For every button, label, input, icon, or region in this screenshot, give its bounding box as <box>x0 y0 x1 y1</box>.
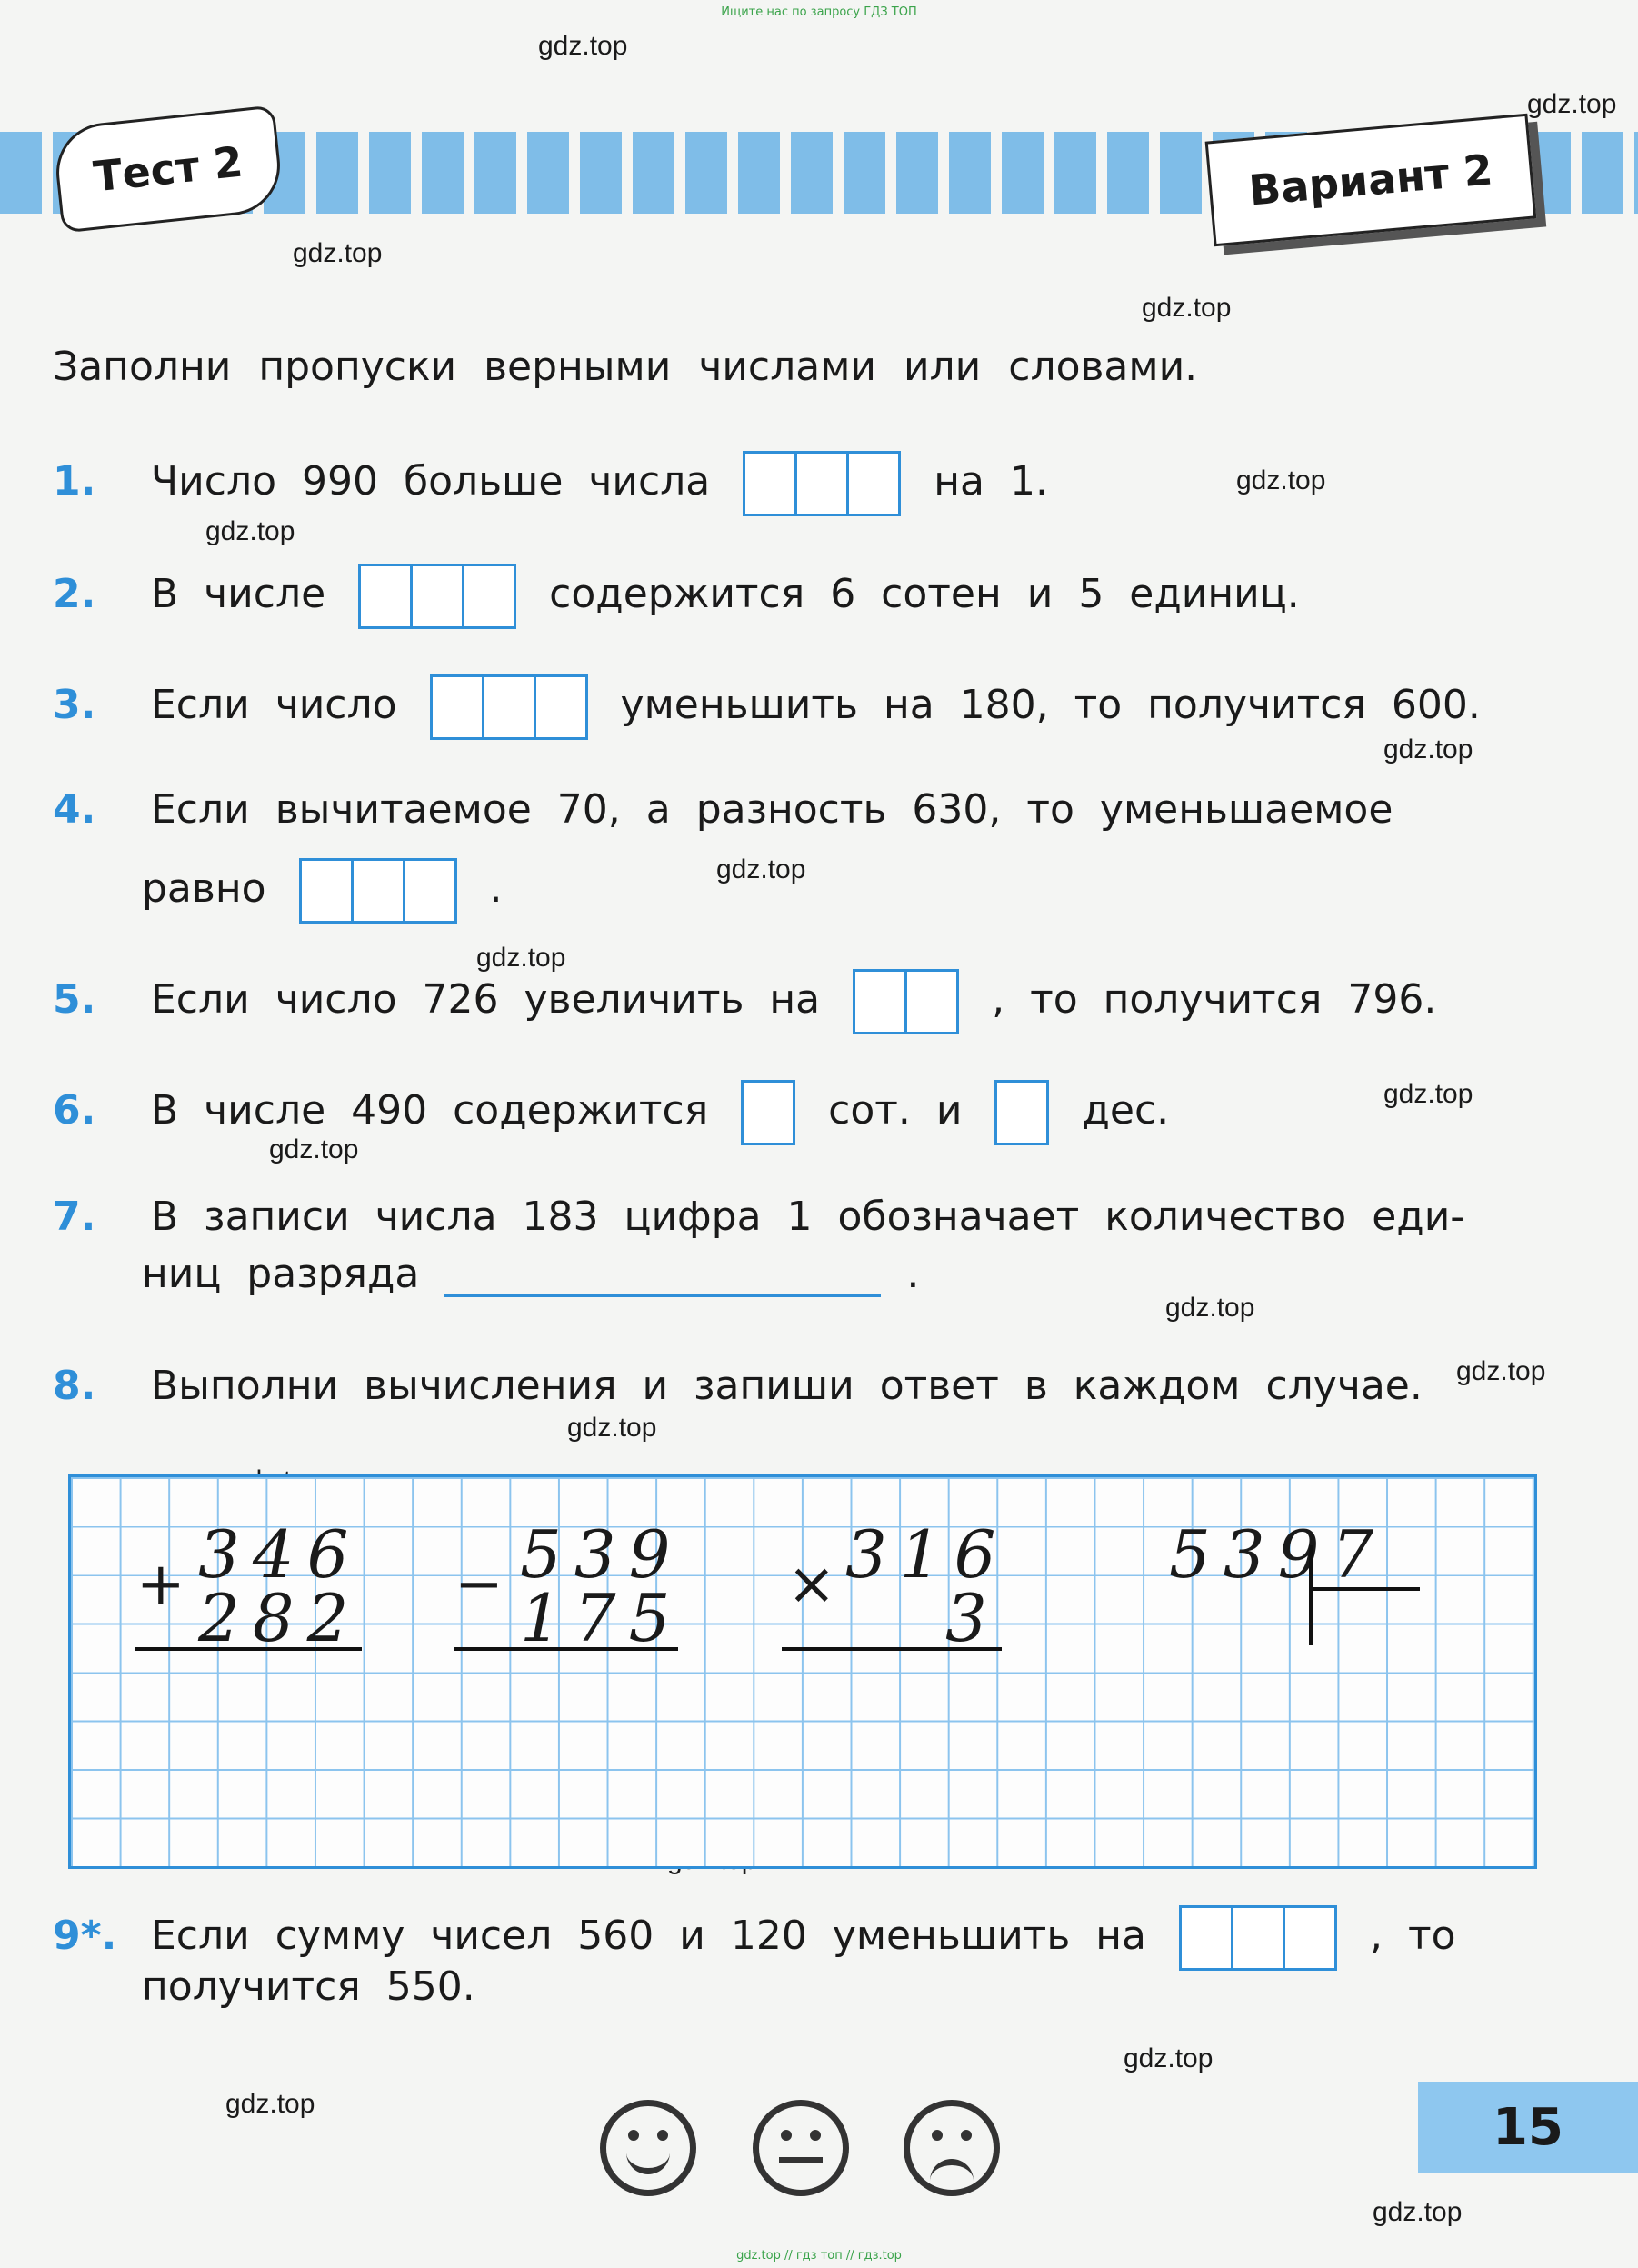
watermark: gdz.top <box>716 854 806 884</box>
calc-3-bottom: 3 <box>945 1580 1000 1656</box>
watermark: gdz.top <box>1236 465 1326 495</box>
calc-2-line <box>454 1647 678 1651</box>
answer-box[interactable] <box>299 858 457 924</box>
watermark: gdz.top <box>269 1134 359 1164</box>
task-3: 3. Если число уменьшить на 180, то получится 600. <box>53 674 1481 740</box>
watermark: gdz.top <box>1456 1356 1546 1386</box>
watermark: gdz.top <box>476 943 566 973</box>
variant-badge: Вариант 2 <box>1205 114 1537 247</box>
smiley-happy-icon[interactable] <box>600 2100 696 2196</box>
answer-box[interactable] <box>430 674 588 740</box>
task-8: 8. Выполни вычисления и запиши ответ в каждом случае. <box>53 1363 1423 1409</box>
bottom-note: gdz.top // гдз топ // гдз.top <box>736 2249 902 2263</box>
instructions: Заполни пропуски верными числами или словами. <box>53 344 1198 390</box>
answer-box-hundreds[interactable] <box>741 1080 795 1145</box>
task-7: 7. В записи числа 183 цифра 1 обозначает количество еди- <box>53 1194 1465 1240</box>
task-6: 6. В числе 490 содержится сот. и дес. <box>53 1080 1169 1145</box>
answer-box[interactable] <box>358 564 516 629</box>
watermark: gdz.top <box>225 2089 315 2119</box>
smiley-sad-icon[interactable] <box>904 2100 1000 2196</box>
watermark: gdz.top <box>293 238 383 268</box>
calc-3-line <box>782 1647 1002 1651</box>
answer-box[interactable] <box>743 451 901 516</box>
test-badge: Тест 2 <box>52 105 285 233</box>
division-bar <box>1309 1587 1420 1591</box>
watermark: gdz.top <box>1373 2197 1463 2227</box>
task-7-continuation: ниц разряда . <box>142 1251 920 1297</box>
calc-3-top: 316 <box>845 1516 1009 1593</box>
plus-sign: + <box>136 1551 185 1618</box>
minus-sign: − <box>454 1551 504 1618</box>
task-5: 5. Если число 726 увеличить на , то получится 796. <box>53 969 1436 1034</box>
watermark: gdz.top <box>1165 1293 1255 1323</box>
calc-4-dividend: 5397 <box>1169 1516 1387 1593</box>
watermark: gdz.top <box>1383 734 1473 764</box>
calc-1-top: 346 <box>198 1516 362 1593</box>
answer-line[interactable] <box>444 1258 881 1297</box>
task-9: 9*. Если сумму чисел 560 и 120 уменьшить на , то <box>53 1905 1456 1971</box>
task-4: 4. Если вычитаемое 70, а разность 630, то уменьшаемое <box>53 786 1393 833</box>
multiply-sign: × <box>787 1551 836 1618</box>
page-number: 15 <box>1418 2082 1638 2173</box>
smiley-neutral-icon[interactable] <box>753 2100 849 2196</box>
watermark: gdz.top <box>205 516 295 546</box>
answer-box[interactable] <box>1179 1905 1337 1971</box>
calc-2-bottom: 175 <box>520 1580 684 1656</box>
watermark: gdz.top <box>538 31 628 61</box>
calc-1-bottom: 282 <box>198 1580 362 1656</box>
watermark: gdz.top <box>1527 89 1617 119</box>
task-4-continuation: равно . <box>142 858 503 924</box>
answer-box[interactable] <box>853 969 959 1034</box>
watermark: gdz.top <box>1124 2043 1214 2073</box>
watermark: gdz.top <box>1142 293 1232 323</box>
task-9-continuation: получится 550. <box>142 1963 475 2010</box>
division-bracket <box>1309 1545 1313 1645</box>
calc-1-line <box>135 1647 362 1651</box>
task-1: 1. Число 990 больше числа на 1. <box>53 451 1048 516</box>
watermark: gdz.top <box>1383 1079 1473 1109</box>
task-2: 2. В числе содержится 6 сотен и 5 единиц. <box>53 564 1300 629</box>
calc-2-top: 539 <box>520 1516 684 1593</box>
top-note: Ищите нас по запросу ГДЗ ТОП <box>721 5 917 19</box>
watermark: gdz.top <box>567 1413 657 1443</box>
answer-box-tens[interactable] <box>994 1080 1049 1145</box>
